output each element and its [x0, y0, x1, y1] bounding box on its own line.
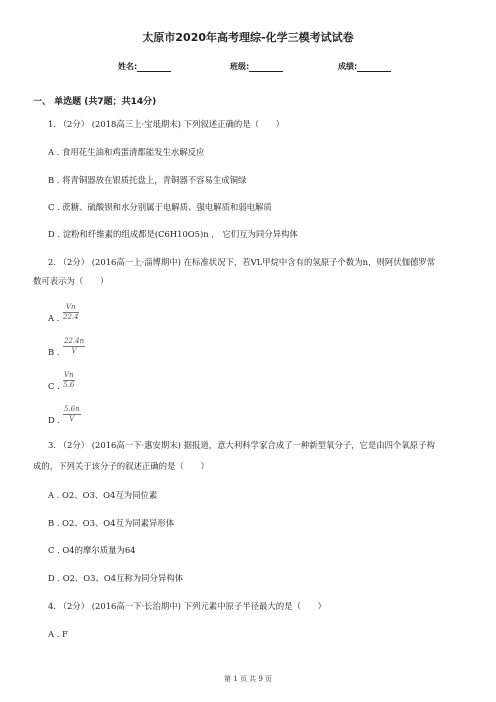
q3-option-c: C . O4的摩尔质量为64: [48, 545, 136, 555]
q1-option-b: B . 将青铜器放在银质托盘上，青铜器不容易生成铜绿: [48, 175, 247, 185]
name-label: 姓名:: [118, 62, 138, 71]
q1-option-c: C . 蔗糖、硫酸钡和水分别属于电解质、强电解质和弱电解质: [48, 202, 272, 212]
page-footer: 第 1 页 共 9 页: [223, 675, 273, 683]
q2-a-numerator: Vn: [63, 303, 79, 313]
score-blank: [357, 63, 391, 72]
q3-option-a: A . O2、O3、O4互为同位素: [48, 490, 158, 500]
q2-d-denominator: V: [69, 415, 75, 423]
q2-option-b-label: B .: [48, 347, 60, 357]
name-field: [118, 61, 171, 72]
q4-option-a: A . F: [48, 629, 68, 639]
section-heading: 一、 单选题 (共7题；共14分): [33, 97, 157, 107]
q3-stem-line2: 成的，下列关于该分子的叙述正确的是（ ）: [33, 461, 209, 471]
q2-option-a-label: A .: [48, 313, 60, 323]
class-field: [230, 61, 283, 72]
q2-c-denominator: 5.6: [63, 381, 75, 389]
class-label: 班级:: [230, 62, 250, 71]
q3-option-b: B . O2、O3、O4互为同素异形体: [48, 518, 175, 528]
q2-c-numerator: Vn: [64, 371, 74, 379]
q4-stem: 4. （2分） (2016高一下·长治期中) 下列元素中原子半径最大的是（ ）: [48, 601, 326, 611]
score-label: 成绩:: [338, 62, 358, 71]
q2-option-d-label: D .: [48, 415, 61, 425]
q2-option-a-fraction: [63, 303, 79, 322]
q3-option-d: D . O2、O3、O4互称为同分异构体: [48, 573, 184, 583]
q1-option-d: D . 淀粉和纤维素的组成都是(C6H10O5)n ， 它们互为同分异构体: [48, 229, 298, 239]
q3-stem-line1: 3. （2分） (2016高一下·惠安期末) 据报道，意大利科学家合成了一种新型氧分子，它是由四个氧原子构: [48, 440, 435, 450]
q1-option-a: A . 食用花生油和鸡蛋清都能发生水解反应: [48, 147, 205, 157]
q1-stem: 1. （2分） (2018高三上·宝坻期末) 下列叙述正确的是（ ）: [48, 119, 285, 129]
q2-option-d-fraction: [63, 405, 81, 424]
q2-option-c-fraction: [63, 371, 75, 390]
score-field: [338, 61, 391, 72]
q2-b-denominator: V: [71, 347, 77, 355]
q2-option-b-fraction: [63, 337, 85, 356]
class-blank: [249, 63, 283, 72]
q2-option-c-label: C .: [48, 381, 60, 391]
q2-stem-line2: 数可表示为（ ）: [33, 276, 109, 286]
q2-d-numerator: 5.6n: [64, 405, 80, 413]
name-blank: [137, 63, 171, 72]
q2-b-numerator: 22.4n: [64, 337, 85, 345]
page-title: 太原市2020年高考理综-化学三模考试试卷: [142, 31, 354, 44]
q2-stem-line1: 2. （2分） (2016高一上·淄博期中) 在标准状况下，若VL甲烷中含有的氢原子个数为n，则阿伏伽德罗常: [48, 257, 436, 267]
q2-a-denominator: 22.4: [63, 313, 79, 321]
